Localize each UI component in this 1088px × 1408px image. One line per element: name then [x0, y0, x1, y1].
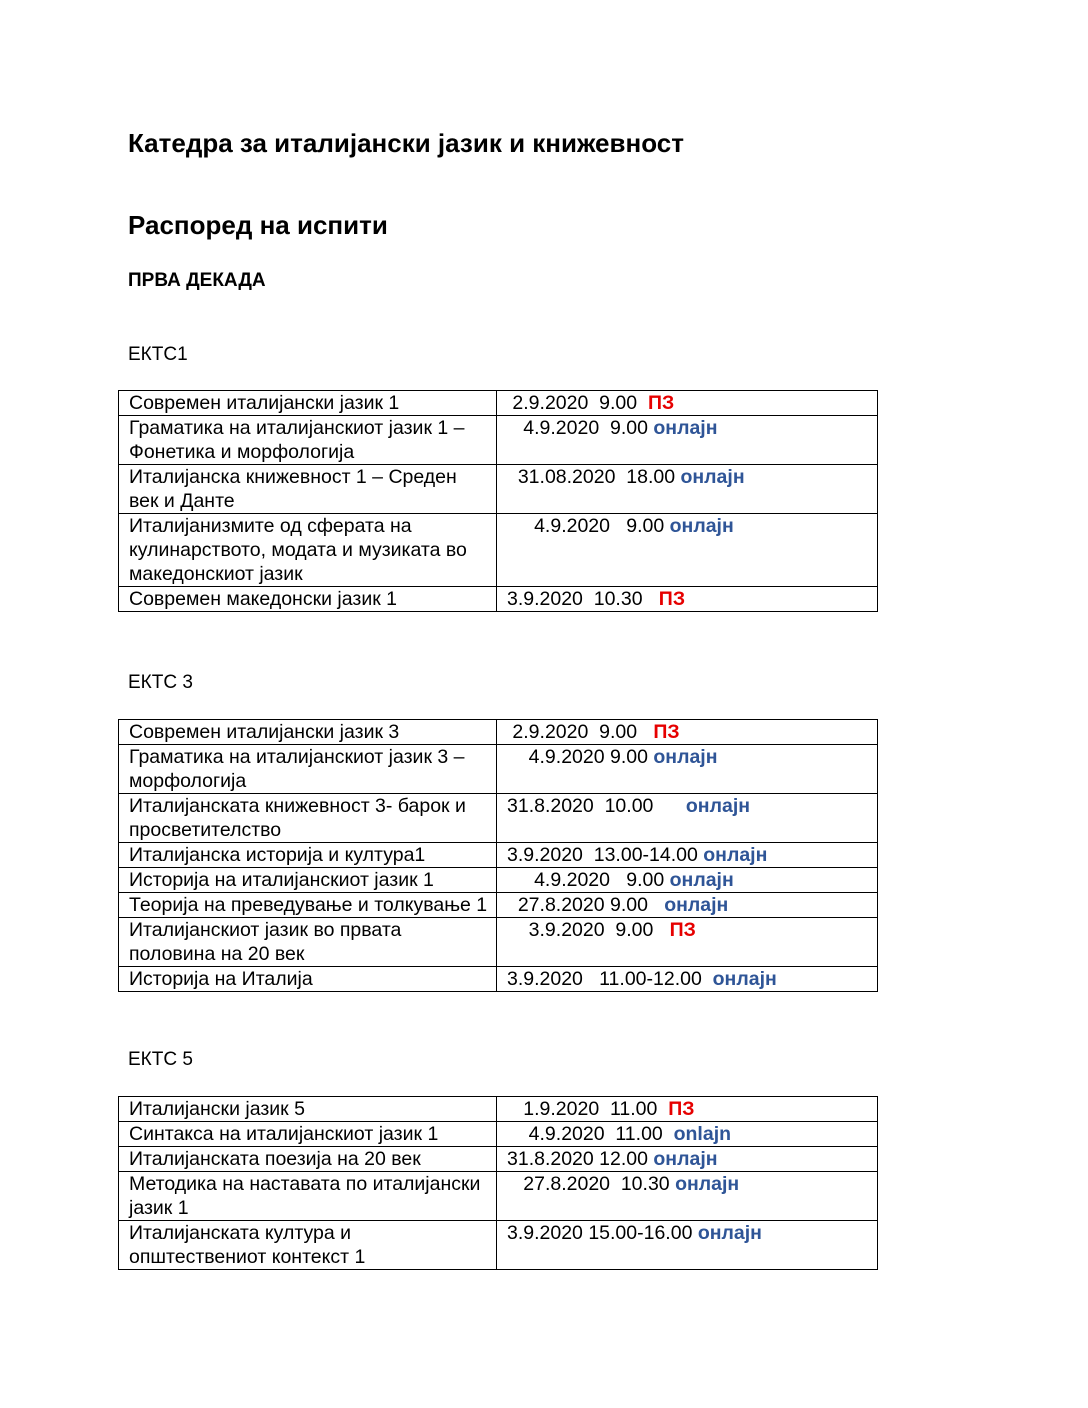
page-title: Катедра за италијански јазик и книжевност	[128, 128, 684, 158]
exam-mode: онлајн	[669, 869, 734, 891]
time-cell	[497, 416, 878, 465]
time-cell	[497, 587, 878, 612]
time-cell	[497, 514, 878, 587]
subject-cell: Теорија на преведување и толкување 1	[119, 893, 497, 918]
subject-cell: Италијанската книжевност 3- барок и просветителство	[119, 794, 497, 843]
decade-heading: ПРВА ДЕКАДА	[128, 270, 266, 291]
table-row	[119, 1147, 878, 1172]
table-row	[119, 843, 878, 868]
subject-cell: Граматика на италијанскиот јазик 3 – морфологија	[119, 745, 497, 794]
time-cell	[497, 1172, 878, 1221]
exam-mode: онлајн	[653, 1148, 718, 1170]
subject-cell: Италијанскиот јазик во првата половина на 20 век	[119, 918, 497, 967]
schedule-table-ects5	[118, 1096, 878, 1270]
time-cell	[497, 967, 878, 992]
section-label-ects5: ЕКТС 5	[128, 1049, 193, 1070]
table-row	[119, 893, 878, 918]
subject-cell: Историја на италијанскиот јазик 1	[119, 868, 497, 893]
subject-cell: Италијанската култура и општествениот контекст 1	[119, 1221, 497, 1270]
time-cell	[497, 745, 878, 794]
table-row	[119, 1172, 878, 1221]
subject-cell: Современ македонски јазик 1	[119, 587, 497, 612]
subject-cell: Италијанската поезија на 20 век	[119, 1147, 497, 1172]
subject-cell: Италијанска историја и култура1	[119, 843, 497, 868]
schedule-table-ects1	[118, 390, 878, 612]
section-label-ects3: ЕКТС 3	[128, 672, 193, 693]
table-row	[119, 1122, 878, 1147]
table-row	[119, 587, 878, 612]
exam-mode: ПЗ	[669, 919, 696, 941]
exam-time: 3.9.2020 11.00-12.00	[507, 968, 713, 990]
subject-cell: Италијанизмите од сферата на кулинарството, модата и музиката во македонскиот јазик	[119, 514, 497, 587]
subject-cell: Современ италијански јазик 3	[119, 720, 497, 745]
subject-cell: Синтакса на италијанскиот јазик 1	[119, 1122, 497, 1147]
exam-mode: ПЗ	[653, 721, 680, 743]
subject-cell: Италијански јазик 5	[119, 1097, 497, 1122]
exam-time: 27.8.2020 10.30	[507, 1173, 676, 1195]
table-row	[119, 720, 878, 745]
table-row	[119, 794, 878, 843]
exam-mode: онлајн	[685, 795, 751, 817]
exam-time: 4.9.2020 11.00	[507, 1123, 674, 1145]
exam-time: 31.08.2020 18.00	[507, 466, 681, 488]
exam-mode: онлајн	[697, 1222, 762, 1244]
time-cell	[497, 1097, 878, 1122]
subject-cell: Современ италијански јазик 1	[119, 391, 497, 416]
section-label-ects1: ЕКТС1	[128, 344, 188, 365]
time-cell	[497, 868, 878, 893]
exam-time: 27.8.2020 9.00	[507, 894, 665, 916]
exam-time: 3.9.2020 15.00-16.00	[507, 1222, 698, 1244]
time-cell	[497, 720, 878, 745]
exam-mode: onlajn	[673, 1123, 732, 1145]
time-cell	[497, 918, 878, 967]
exam-mode: онлајн	[675, 1173, 740, 1195]
table-row	[119, 1097, 878, 1122]
table-row	[119, 416, 878, 465]
time-cell	[497, 1221, 878, 1270]
table-row	[119, 918, 878, 967]
subject-cell: Методика на наставата по италијански јазик 1	[119, 1172, 497, 1221]
time-cell	[497, 1147, 878, 1172]
time-cell	[497, 1122, 878, 1147]
subject-cell: Историја на Италија	[119, 967, 497, 992]
time-cell	[497, 391, 878, 416]
exam-mode: ПЗ	[668, 1098, 695, 1120]
exam-time: 3.9.2020 9.00	[507, 919, 670, 941]
table-row	[119, 967, 878, 992]
table-row	[119, 391, 878, 416]
exam-time: 4.9.2020 9.00	[507, 515, 670, 537]
exam-time: 3.9.2020 10.30	[507, 588, 659, 610]
exam-mode: онлајн	[703, 844, 768, 866]
exam-mode: онлајн	[653, 417, 718, 439]
exam-mode: онлајн	[664, 894, 729, 916]
exam-mode: онлајн	[712, 968, 777, 990]
exam-time: 4.9.2020 9.00	[507, 417, 654, 439]
exam-mode: онлајн	[680, 466, 745, 488]
table-row	[119, 745, 878, 794]
exam-time: 31.8.2020 10.00	[507, 795, 686, 817]
page-subtitle: Распоред на испити	[128, 210, 388, 240]
table-row	[119, 465, 878, 514]
exam-mode: ПЗ	[658, 588, 686, 610]
exam-time: 3.9.2020 13.00-14.00	[507, 844, 704, 866]
table-row	[119, 1221, 878, 1270]
exam-time: 4.9.2020 9.00	[507, 746, 654, 768]
schedule-table-ects3	[118, 719, 878, 992]
exam-mode: ПЗ	[647, 392, 675, 414]
subject-cell: Граматика на италијанскиот јазик 1 –Фонетика и морфологија	[119, 416, 497, 465]
exam-mode: онлајн	[669, 515, 734, 537]
table-row	[119, 868, 878, 893]
exam-time: 31.8.2020 12.00	[507, 1148, 654, 1170]
time-cell	[497, 794, 878, 843]
time-cell	[497, 843, 878, 868]
time-cell	[497, 893, 878, 918]
exam-time: 1.9.2020 11.00	[507, 1098, 669, 1120]
time-cell	[497, 465, 878, 514]
exam-time: 2.9.2020 9.00	[507, 721, 654, 743]
exam-time: 4.9.2020 9.00	[507, 869, 670, 891]
subject-cell: Италијанска книжевност 1 – Среден век и Данте	[119, 465, 497, 514]
exam-mode: онлајн	[653, 746, 718, 768]
table-row	[119, 514, 878, 587]
exam-time: 2.9.2020 9.00	[507, 392, 648, 414]
